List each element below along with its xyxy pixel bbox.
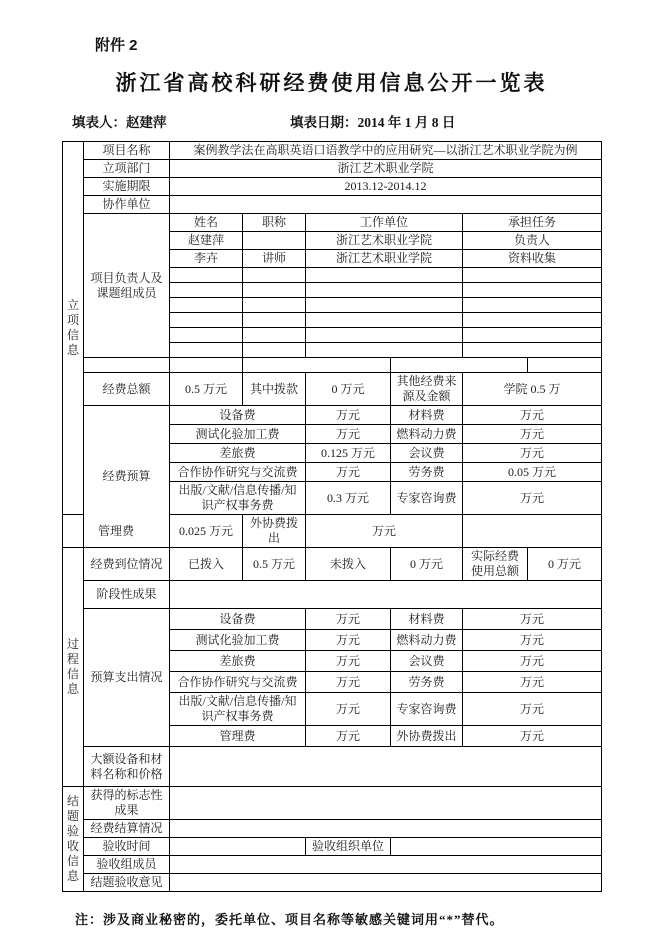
fee-name: 出版/文献/信息传播/知识产权事务费 bbox=[170, 693, 306, 726]
fee-name: 管理费 bbox=[63, 515, 170, 548]
row-label-project-name: 项目名称 bbox=[84, 142, 170, 160]
row-label-funding-received: 经费到位情况 bbox=[84, 548, 170, 581]
fee-name: 测试化验加工费 bbox=[170, 630, 306, 651]
member-title[interactable] bbox=[243, 268, 306, 283]
row-label-landmark: 获得的标志性成果 bbox=[84, 787, 170, 820]
fee-name: 管理费 bbox=[170, 726, 306, 747]
member-task[interactable] bbox=[463, 313, 602, 328]
fee-value: 万元 bbox=[463, 651, 602, 672]
member-name[interactable] bbox=[84, 358, 170, 373]
project-name-value: 案例教学法在高职英语口语教学中的应用研究—以浙江艺术职业学院为例 bbox=[170, 142, 602, 160]
members-header-row bbox=[63, 214, 602, 232]
fee-name: 外协费拨出 bbox=[243, 515, 306, 548]
other-funding-value: 学院 0.5 万 bbox=[463, 373, 602, 406]
budget-row bbox=[63, 406, 602, 425]
fee-name: 外协费拨出 bbox=[391, 726, 463, 747]
fee-name: 差旅费 bbox=[170, 444, 306, 463]
row-label-acceptance-members: 验收组成员 bbox=[84, 856, 170, 874]
members-header-workunit: 工作单位 bbox=[306, 214, 463, 232]
footer-note: 注：涉及商业秘密的，委托单位、项目名称等敏感关键词用“*”替代。 bbox=[75, 912, 504, 927]
fee-name: 专家咨询费 bbox=[391, 693, 463, 726]
member-name: 李卉 bbox=[170, 250, 243, 268]
received-in-label: 已拨入 bbox=[170, 548, 243, 581]
allocated-label: 其中拨款 bbox=[243, 373, 306, 406]
row-label-funding-total: 经费总额 bbox=[84, 373, 170, 406]
fee-value: 0.05 万元 bbox=[463, 463, 602, 482]
members-header-task: 承担任务 bbox=[463, 214, 602, 232]
table-row bbox=[63, 160, 602, 178]
member-task[interactable] bbox=[391, 358, 528, 373]
fee-value: 万元 bbox=[463, 406, 602, 425]
equipment-value[interactable] bbox=[170, 747, 602, 787]
fee-value: 0.125 万元 bbox=[306, 444, 391, 463]
member-workunit[interactable] bbox=[306, 328, 463, 343]
member-task[interactable] bbox=[463, 283, 602, 298]
fee-name: 差旅费 bbox=[170, 651, 306, 672]
acceptance-opinion-value[interactable] bbox=[170, 874, 602, 892]
acceptance-time-row bbox=[63, 838, 602, 856]
fee-value: 万元 bbox=[463, 693, 602, 726]
row-label-members: 项目负责人及课题组成员 bbox=[84, 214, 170, 358]
fill-date: 填表日期：2014 年 1 月 8 日 bbox=[290, 115, 456, 130]
fee-name: 燃料动力费 bbox=[391, 425, 463, 444]
fee-value: 万元 bbox=[463, 425, 602, 444]
fee-value: 万元 bbox=[306, 515, 463, 548]
acceptance-opinion-row bbox=[63, 874, 602, 892]
funding-received-row bbox=[63, 548, 602, 581]
member-task[interactable] bbox=[463, 298, 602, 313]
member-task: 负责人 bbox=[463, 232, 602, 250]
fee-value: 万元 bbox=[306, 693, 391, 726]
fee-name: 出版/文献/信息传播/知识产权事务费 bbox=[170, 482, 306, 515]
member-title[interactable] bbox=[243, 283, 306, 298]
landmark-value[interactable] bbox=[170, 787, 602, 820]
spending-row bbox=[63, 609, 602, 630]
received-out-value: 0 万元 bbox=[391, 548, 463, 581]
form-meta bbox=[62, 111, 601, 131]
section-label-jieti: 结题验收信息 bbox=[63, 787, 84, 892]
partner-unit-value[interactable] bbox=[170, 196, 602, 214]
member-name[interactable] bbox=[170, 283, 243, 298]
member-title bbox=[243, 232, 306, 250]
fee-value: 万元 bbox=[463, 726, 602, 747]
filler-name: 填表人：赵建萍 bbox=[72, 115, 167, 130]
received-in-value: 0.5 万元 bbox=[243, 548, 306, 581]
fee-name: 设备费 bbox=[170, 406, 306, 425]
row-label-budget: 经费预算 bbox=[84, 406, 170, 548]
allocated-value: 0 万元 bbox=[306, 373, 391, 406]
fee-name: 专家咨询费 bbox=[391, 482, 463, 515]
row-label-spending: 预算支出情况 bbox=[84, 609, 170, 747]
member-workunit: 浙江艺术职业学院 bbox=[306, 232, 463, 250]
acceptance-time-value[interactable] bbox=[170, 838, 306, 856]
equipment-row bbox=[63, 747, 602, 787]
duration-value: 2013.12-2014.12 bbox=[170, 178, 602, 196]
table-row bbox=[63, 142, 602, 160]
settlement-row bbox=[63, 820, 602, 838]
row-label-acceptance-time: 验收时间 bbox=[84, 838, 170, 856]
settlement-value[interactable] bbox=[170, 820, 602, 838]
fee-value: 万元 bbox=[306, 463, 391, 482]
fee-value: 0.3 万元 bbox=[306, 482, 391, 515]
budget-row bbox=[63, 515, 602, 548]
members-header-title: 职称 bbox=[243, 214, 306, 232]
member-workunit[interactable] bbox=[306, 343, 463, 358]
stage-results-row bbox=[63, 581, 602, 609]
member-workunit[interactable] bbox=[306, 268, 463, 283]
acceptance-org-value[interactable] bbox=[391, 838, 602, 856]
funding-total-value: 0.5 万元 bbox=[170, 373, 243, 406]
member-task: 资料收集 bbox=[463, 250, 602, 268]
fee-name: 设备费 bbox=[170, 609, 306, 630]
member-task[interactable] bbox=[463, 328, 602, 343]
row-label-department: 立项部门 bbox=[84, 160, 170, 178]
fee-name: 合作协作研究与交流费 bbox=[170, 463, 306, 482]
member-row bbox=[63, 358, 602, 373]
fee-value: 万元 bbox=[306, 672, 391, 693]
fee-name: 燃料动力费 bbox=[391, 630, 463, 651]
row-label-duration: 实施期限 bbox=[84, 178, 170, 196]
used-total-value: 0 万元 bbox=[528, 548, 602, 581]
other-funding-label: 其他经费来源及金额 bbox=[391, 373, 463, 406]
fee-name: 材料费 bbox=[391, 609, 463, 630]
fee-value: 万元 bbox=[463, 444, 602, 463]
stage-results-value[interactable] bbox=[170, 581, 602, 609]
member-title[interactable] bbox=[243, 298, 306, 313]
table-row bbox=[63, 178, 602, 196]
department-value: 浙江艺术职业学院 bbox=[170, 160, 602, 178]
section-label-lixiang: 立项信息 bbox=[63, 142, 84, 515]
landmark-row bbox=[63, 787, 602, 820]
fee-name: 劳务费 bbox=[391, 672, 463, 693]
fee-value: 万元 bbox=[306, 406, 391, 425]
acceptance-members-row bbox=[63, 856, 602, 874]
member-workunit[interactable] bbox=[243, 358, 391, 373]
fee-value: 万元 bbox=[306, 630, 391, 651]
fee-name: 测试化验加工费 bbox=[170, 425, 306, 444]
fee-value: 万元 bbox=[463, 672, 602, 693]
used-total-label: 实际经费使用总额 bbox=[463, 548, 528, 581]
fee-value: 万元 bbox=[463, 482, 602, 515]
row-label-stage-results: 阶段性成果 bbox=[84, 581, 170, 609]
member-name[interactable] bbox=[170, 343, 243, 358]
fee-value: 万元 bbox=[306, 726, 391, 747]
fee-value: 万元 bbox=[306, 425, 391, 444]
row-label-settlement: 经费结算情况 bbox=[84, 820, 170, 838]
fee-name: 会议费 bbox=[391, 444, 463, 463]
members-header-name: 姓名 bbox=[170, 214, 243, 232]
member-task[interactable] bbox=[463, 343, 602, 358]
acceptance-org-label: 验收组织单位 bbox=[306, 838, 391, 856]
member-title[interactable] bbox=[243, 313, 306, 328]
fee-value: 0.025 万元 bbox=[170, 515, 243, 548]
fee-name: 会议费 bbox=[391, 651, 463, 672]
fee-value: 万元 bbox=[463, 609, 602, 630]
fee-name: 合作协作研究与交流费 bbox=[170, 672, 306, 693]
member-name[interactable] bbox=[170, 298, 243, 313]
funding-info-table bbox=[62, 141, 602, 892]
attachment-label: 附件 2 bbox=[95, 37, 138, 54]
member-name: 赵建萍 bbox=[170, 232, 243, 250]
fee-value: 万元 bbox=[306, 651, 391, 672]
fee-name: 材料费 bbox=[391, 406, 463, 425]
member-name[interactable] bbox=[170, 268, 243, 283]
member-workunit[interactable] bbox=[306, 313, 463, 328]
table-row bbox=[63, 196, 602, 214]
page-title: 浙江省高校科研经费使用信息公开一览表 bbox=[115, 71, 548, 95]
member-workunit[interactable] bbox=[306, 283, 463, 298]
row-label-partner-unit: 协作单位 bbox=[84, 196, 170, 214]
member-title: 讲师 bbox=[243, 250, 306, 268]
fee-name: 劳务费 bbox=[391, 463, 463, 482]
row-label-equipment: 大额设备和材料名称和价格 bbox=[84, 747, 170, 787]
member-name[interactable] bbox=[170, 313, 243, 328]
row-label-acceptance-opinion: 结题验收意见 bbox=[84, 874, 170, 892]
acceptance-members-value[interactable] bbox=[170, 856, 602, 874]
section-label-guocheng: 过程信息 bbox=[63, 548, 84, 787]
received-out-label: 未拨入 bbox=[306, 548, 391, 581]
fee-value: 万元 bbox=[306, 609, 391, 630]
member-name[interactable] bbox=[170, 328, 243, 343]
member-task[interactable] bbox=[463, 268, 602, 283]
fee-value: 万元 bbox=[463, 630, 602, 651]
member-workunit: 浙江艺术职业学院 bbox=[306, 250, 463, 268]
member-title[interactable] bbox=[243, 328, 306, 343]
funding-total-row bbox=[63, 373, 602, 406]
member-title[interactable] bbox=[243, 343, 306, 358]
member-workunit[interactable] bbox=[306, 298, 463, 313]
member-title[interactable] bbox=[170, 358, 243, 373]
